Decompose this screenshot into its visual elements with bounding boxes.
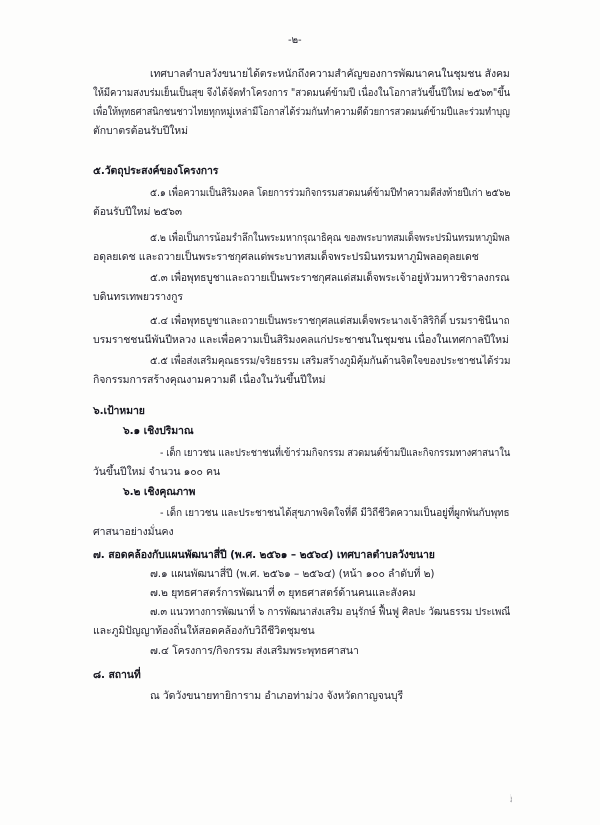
objective-5-2-line-1: ๕.๒ เพื่อเป็นการน้อมรำลึกในพระมหากรุณาธิคุณ ของพระบาทสมเด็จพระปรมินทรมหาภูมิพล <box>150 232 510 244</box>
target-quality-line-1: - เด็ก เยาวชน และประชาชนได้สุขภาพจิตใจที่ดี มีวิถีชีวิตความเป็นอยู่ที่ผูกพันกับพุทธ <box>160 507 510 519</box>
objective-5-1-line-2: ต้อนรับปีใหม่ ๒๕๖๓ <box>93 206 182 218</box>
plan-7-3-line-2: และภูมิปัญญาท้องถิ่นให้สอดคล้องกับวิถีชีวิตชุมชน <box>93 625 315 637</box>
objective-5-1-line-1: ๕.๑ เพื่อความเป็นสิริมงคล โดยการร่วมกิจกรรมสวดมนต์ข้ามปีทำความดีส่งท้ายปีเก่า ๒๕๖๒ <box>150 187 511 199</box>
target-quality-heading: ๖.๒ เชิงคุณภาพ <box>123 486 196 498</box>
objective-5-5-line-2: กิจกรรมการสร้างคุณงามความดี เนื่องในวันขึ้นปีใหม่ <box>93 374 326 386</box>
section-5-title: ๕.วัตถุประสงค์ของโครงการ <box>93 165 219 177</box>
objective-5-3-line-2: บดินทรเทพยวรางกูร <box>93 291 183 303</box>
section-8-title: ๘. สถานที่ <box>93 669 141 681</box>
continuation-marker: ๙./... <box>510 793 512 805</box>
objective-5-4-line-1: ๕.๔ เพื่อพุทธบูชาและถวายเป็นพระราชกุศลแด่สมเด็จพระนางเจ้าสิริกิติ์ บรมราชินีนาถ <box>150 315 510 327</box>
target-quantity-line-1: - เด็ก เยาวชน และประชาชนที่เข้าร่วมกิจกรรม สวดมนต์ข้ามปีและกิจกรรมทางศาสนาใน <box>160 447 511 459</box>
objective-5-5-line-1: ๕.๕ เพื่อส่งเสริมคุณธรรม/จริยธรรม เสริมสร้างภูมิคุ้มกันด้านจิตใจของประชาชนได้ร่วม <box>150 355 511 367</box>
objective-5-4-line-2: บรมราชชนนีพันปีหลวง และเพื่อความเป็นสิริมงคลแก่ประชาชนในชุมชน เนื่องในเทศกาลปีใหม่ <box>93 334 509 346</box>
intro-line-3: เพื่อให้พุทธศาสนิกชนชาวไทยทุกหมู่เหล่ามีโอกาสได้ร่วมกันทำความดีด้วยการสวดมนต์ข้ามปีและร่วมทำบุญ <box>93 106 510 118</box>
target-quantity-line-2: วันขึ้นปีใหม่ จำนวน ๑๐๐ คน <box>93 466 221 478</box>
page-number: -๒- <box>288 35 302 46</box>
objective-5-3-line-1: ๕.๓ เพื่อพุทธบูชาและถวายเป็นพระราชกุศลแด่สมเด็จพระเจ้าอยู่หัวมหาวชิราลงกรณ <box>150 272 510 284</box>
plan-7-4: ๗.๔ โครงการ/กิจกรรม ส่งเสริมพระพุทธศาสนา <box>150 645 359 657</box>
section-7-title: ๗. สอดคล้องกับแผนพัฒนาสี่ปี (พ.ศ. ๒๕๖๑ – ๒๕๖๔) เทศบาลตำบลวังขนาย <box>93 549 435 561</box>
plan-7-3-line-1: ๗.๓ แนวทางการพัฒนาที่ ๖ การพัฒนาส่งเสริม อนุรักษ์ ฟื้นฟู ศิลปะ วัฒนธรรม ประเพณี <box>150 606 511 618</box>
objective-5-2-line-2: อดุลยเดช และถวายเป็นพระราชกุศลแด่พระบาทสมเด็จพระปรมินทรมหาภูมิพลอดุลยเดช <box>93 251 479 263</box>
plan-7-2: ๗.๒ ยุทธศาสตร์การพัฒนาที่ ๓ ยุทธศาสตร์ด้านคนและสังคม <box>150 587 416 599</box>
intro-line-1: เทศบาลตำบลวังขนายได้ตระหนักถึงความสำคัญของการพัฒนาคนในชุมชน สังคม <box>150 68 510 80</box>
intro-line-2: ให้มีความสงบร่มเย็นเป็นสุข จึงได้จัดทำโครงการ "สวดมนต์ข้ามปี เนื่องในโอกาสวันขึ้นปีใหม่ ๒๕๖๓"ขึ้น <box>93 87 511 99</box>
target-quantity-heading: ๖.๑ เชิงปริมาณ <box>123 425 194 437</box>
intro-line-4: ตักบาตรต้อนรับปีใหม่ <box>93 125 188 137</box>
plan-7-1: ๗.๑ แผนพัฒนาสี่ปี (พ.ศ. ๒๕๖๑ – ๒๕๖๔) (หน้า ๑๐๐ ลำดับที่ ๒) <box>150 568 435 580</box>
location-text: ณ วัดวังขนายทายิการาม อำเภอท่าม่วง จังหวัดกาญจนบุรี <box>150 690 404 702</box>
section-6-title: ๖.เป้าหมาย <box>93 405 145 417</box>
target-quality-line-2: ศาสนาอย่างมั่นคง <box>93 526 174 538</box>
